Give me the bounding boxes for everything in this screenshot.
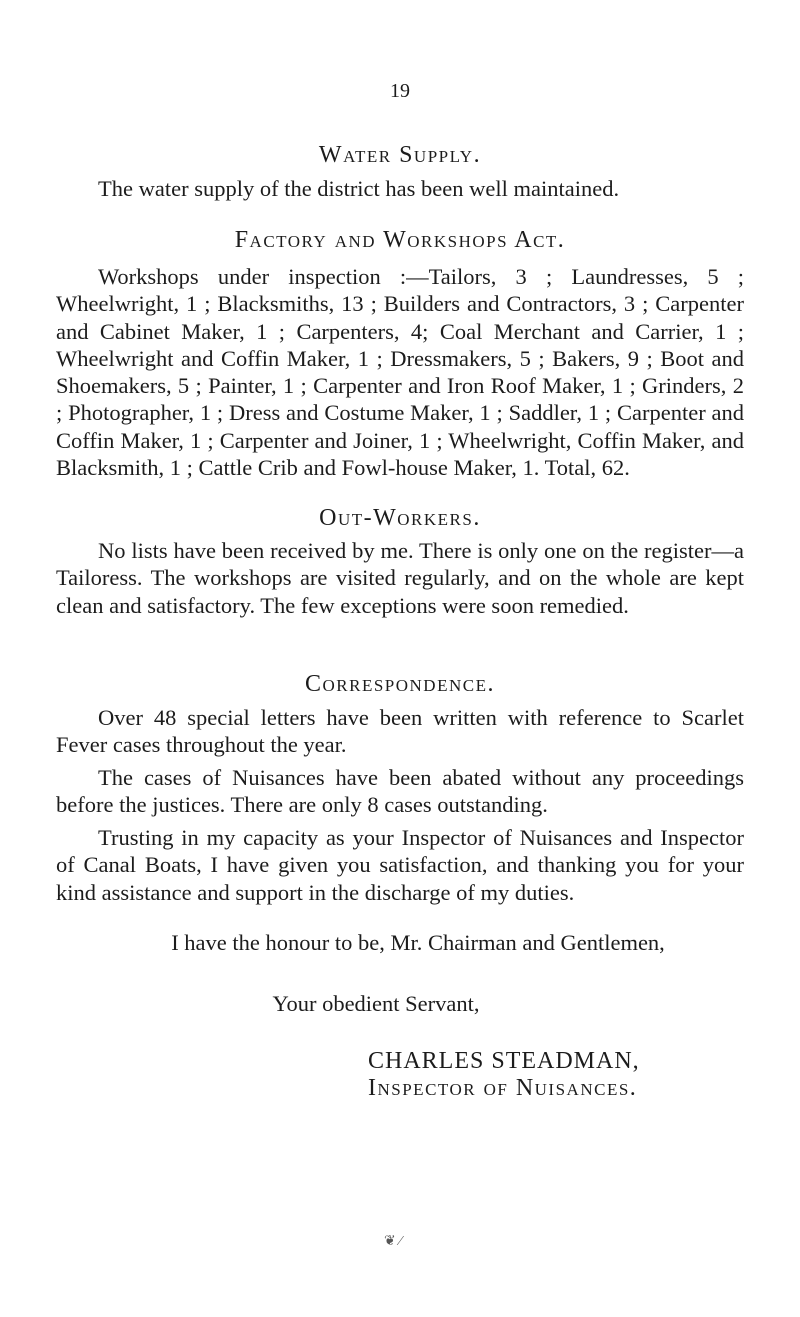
heading-out-workers: Out-Workers. [319, 505, 481, 531]
correspondence-para-2: The cases of Nuisances have been abated without any proceedings before the justices. There are only 8 cases outstanding. [56, 765, 744, 818]
water-supply-text: The water supply of the district has been well maintained. [98, 176, 620, 201]
printer-mark: ❦ ⁄ [384, 1234, 402, 1249]
heading-water-supply: Water Supply. [318, 142, 482, 168]
correspondence-para-1: Over 48 special letters have been written with reference to Scarlet Fever cases throughout the year. [56, 705, 744, 758]
out-workers-text: No lists have been received by me. There is only one on the register—a Tailoress. The workshops are visited regularly, and on the whole are kept clean and satisfactory. The few exceptions were soon remedied. [56, 538, 744, 618]
heading-factory-act: Factory and Workshops Act. [234, 227, 566, 253]
correspondence-para-3: Trusting in my capacity as your Inspector of Nuisances and Inspector of Canal Boats, I have given you satisfaction, and thanking you for your kind assistance and support in the discharge of my duties. [56, 825, 744, 905]
heading-correspondence: Correspondence. [305, 671, 495, 697]
signature-name: CHARLES STEADMAN, [368, 1048, 640, 1074]
valediction: Your obedient Servant, [272, 991, 480, 1016]
page-number: 19 [390, 80, 410, 102]
closing-line: I have the honour to be, Mr. Chairman and Gentlemen, [171, 930, 665, 955]
signature-title: Inspector of Nuisances. [368, 1075, 638, 1101]
factory-act-text: Workshops under inspection :—Tailors, 3 ; Laundresses, 5 ; Wheelwright, 1 ; Blacksmiths, 13 ; Builders and Contractors, 3 ; Carpenter and Cabinet Maker, 1 ; Carpenters, 4; Coal Merchant and Carrier, 1 ; Wheelwright and Coffin Maker, 1 ; Dressmakers, 5 ; Bakers, 9 ; Boot and Shoemakers, 5 ; Painter, 1 ; Carpenter and Iron Roof Maker, 1 ; Grinders, 2 ; Photographer, 1 ; Dress and Costume Maker, 1 ; Saddler, 1 ; Carpenter and Coffin Maker, 1 ; Carpenter and Joiner, 1 ; Wheelwright, Coffin Maker, and Blacksmith, 1 ; Cattle Crib and Fowl-house Maker, 1. Total, 62. [56, 264, 744, 481]
